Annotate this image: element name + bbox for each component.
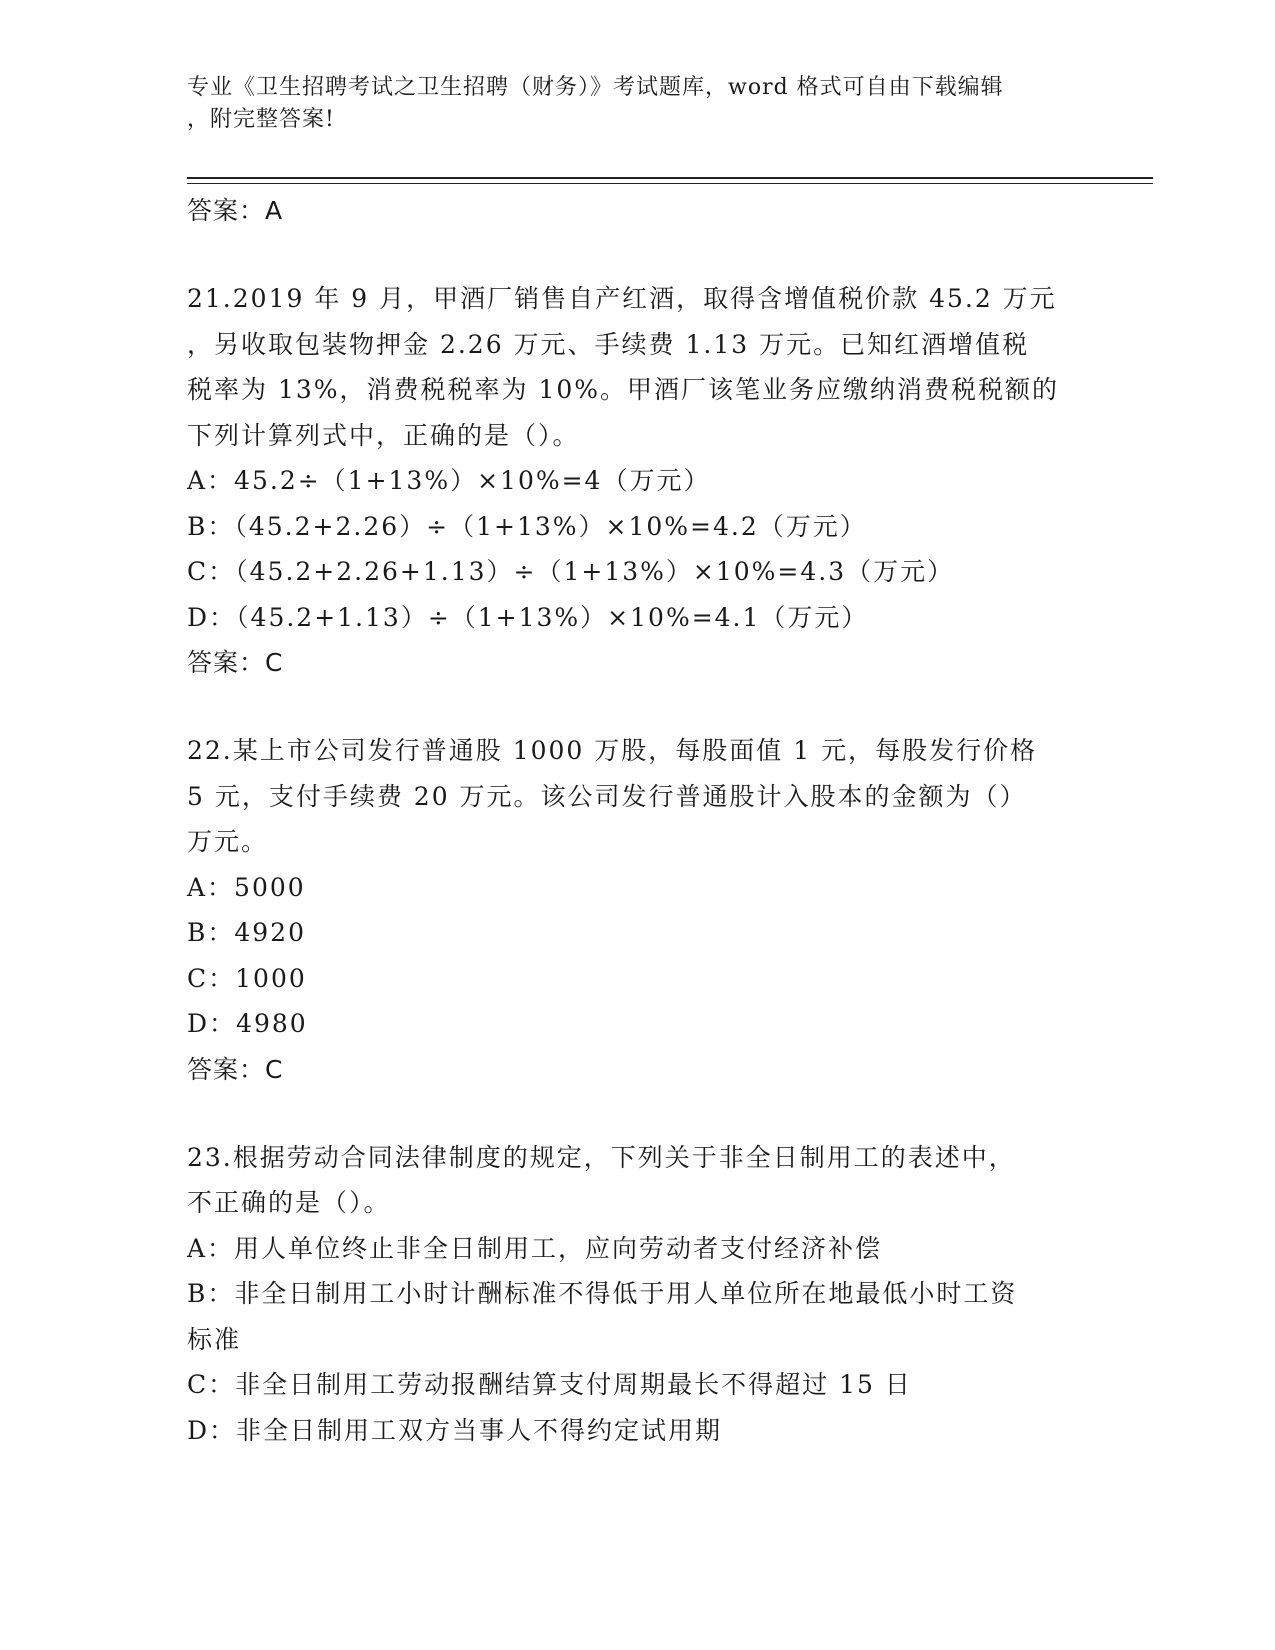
answer-label: 答案：C — [187, 648, 284, 677]
option-d: D：（45.2+1.13）÷（1+13%）×10%=4.1（万元） — [187, 602, 869, 632]
option-d: D：非全日制用工双方当事人不得约定试用期 — [187, 1415, 723, 1445]
option-b-continued: 标准 — [187, 1324, 242, 1354]
header-line-1: 专业《卫生招聘考试之卫生招聘（财务）》考试题库，word 格式可自由下载编辑 — [187, 75, 1004, 100]
question-text: 5 元，支付手续费 20 万元。该公司发行普通股计入股本的金额为（） — [187, 781, 1027, 811]
question-text: 税率为 13%，消费税税率为 10%。甲酒厂该笔业务应缴纳消费税税额的 — [187, 375, 1060, 404]
option-a: A：用人单位终止非全日制用工，应向劳动者支付经济补偿 — [187, 1233, 883, 1263]
option-c: C：1000 — [187, 963, 307, 993]
option-a: A：5000 — [187, 872, 306, 902]
question-22 — [187, 728, 1087, 1092]
question-text: 23.根据劳动合同法律制度的规定，下列关于非全日制用工的表述中， — [187, 1142, 1016, 1172]
header-divider-thin — [187, 183, 1153, 184]
option-b: B：（45.2+2.26）÷（1+13%）×10%=4.2（万元） — [187, 511, 867, 541]
question-text: 不正确的是（）。 — [187, 1188, 391, 1217]
header-divider-thick — [187, 177, 1153, 179]
question-text: ，另收取包装物押金 2.26 万元、手续费 1.13 万元。已知红酒增值税 — [187, 329, 1030, 359]
option-b: B：非全日制用工小时计酬标准不得低于用人单位所在地最低小时工资 — [187, 1279, 1018, 1308]
question-text: 22.某上市公司发行普通股 1000 万股，每股面值 1 元，每股发行价格 — [187, 736, 1038, 765]
document-body — [187, 188, 1087, 1453]
header-line-2: ，附完整答案! — [187, 107, 335, 132]
page-header — [187, 72, 1087, 136]
option-c: C：（45.2+2.26+1.13）÷（1+13%）×10%=4.3（万元） — [187, 557, 955, 586]
answer-label: 答案：C — [187, 1054, 284, 1084]
option-a: A：45.2÷（1+13%）×10%=4（万元） — [187, 466, 711, 495]
question-23 — [187, 1135, 1087, 1454]
option-d: D：4980 — [187, 1009, 308, 1038]
question-21 — [187, 276, 1087, 685]
option-c: C：非全日制用工劳动报酬结算支付周期最长不得超过 15 日 — [187, 1370, 912, 1399]
question-text: 万元。 — [187, 827, 269, 856]
question-text: 21.2019 年 9 月，甲酒厂销售自产红酒，取得含增值税价款 45.2 万元 — [187, 284, 1057, 313]
answer-label: 答案：A — [187, 196, 284, 225]
option-b: B：4920 — [187, 918, 306, 947]
question-text: 下列计算列式中，正确的是（）。 — [187, 420, 580, 450]
